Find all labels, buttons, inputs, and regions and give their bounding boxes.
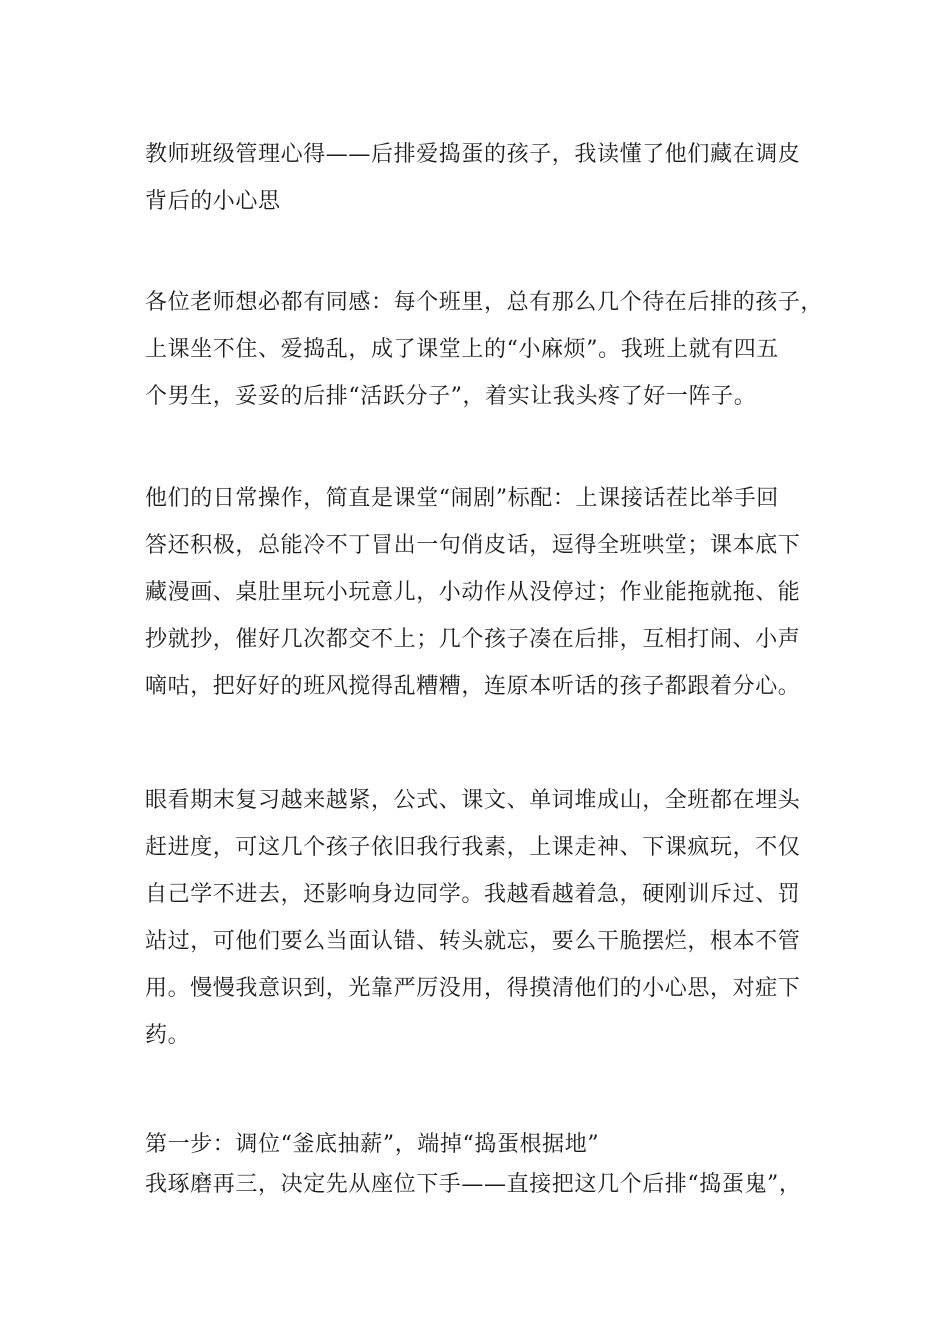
- paragraph-intro: 各位老师想必都有同感：每个班里，总有那么几个待在后排的孩子， 上课坐不住、爱捣乱，成了课堂上的“小麻烦”。我班上就有四五 个男生，妥妥的后排“活跃分子”，着实让我头疼了好一阵子。: [145, 290, 824, 409]
- paragraph-realization: 眼看期末复习越来越紧，公式、课文、单词堆成山，全班都在埋头 赶进度，可这几个孩子依旧我行我素，上课走神、下课疯玩，不仅 自己学不进去，还影响身边同学。我越看越着急，硬刚训斥过、罚 站过，可他们要么当面认错、转头就忘，要么干脆摆烂，根本不管 用。慢慢我意识到，光靠严厉没用，得摸清他们的小心思，对症下 药。: [145, 788, 801, 1048]
- paragraph-behaviors: 他们的日常操作，简直是课堂“闹剧”标配：上课接话茬比举手回 答还积极，总能冷不丁冒出一句俏皮话，逗得全班哄堂；课本底下 藏漫画、桌肚里玩小玩意儿，小动作从没停过；作业能拖就拖、能 抄就抄，催好几次都交不上；几个孩子凑在后排，互相打闹、小声 嘀咕，把好好的班风搅得乱糟糟，连原本听话的孩子都跟着分心。: [145, 486, 801, 699]
- paragraph-step-one: 第一步：调位“釜底抽薪”，端掉“捣蛋根据地” 我琢磨再三，决定先从座位下手——直接把这几个后排“捣蛋鬼”，: [145, 1132, 802, 1197]
- document-title: 教师班级管理心得——后排爱捣蛋的孩子，我读懂了他们藏在调皮 背后的小心思: [145, 142, 801, 214]
